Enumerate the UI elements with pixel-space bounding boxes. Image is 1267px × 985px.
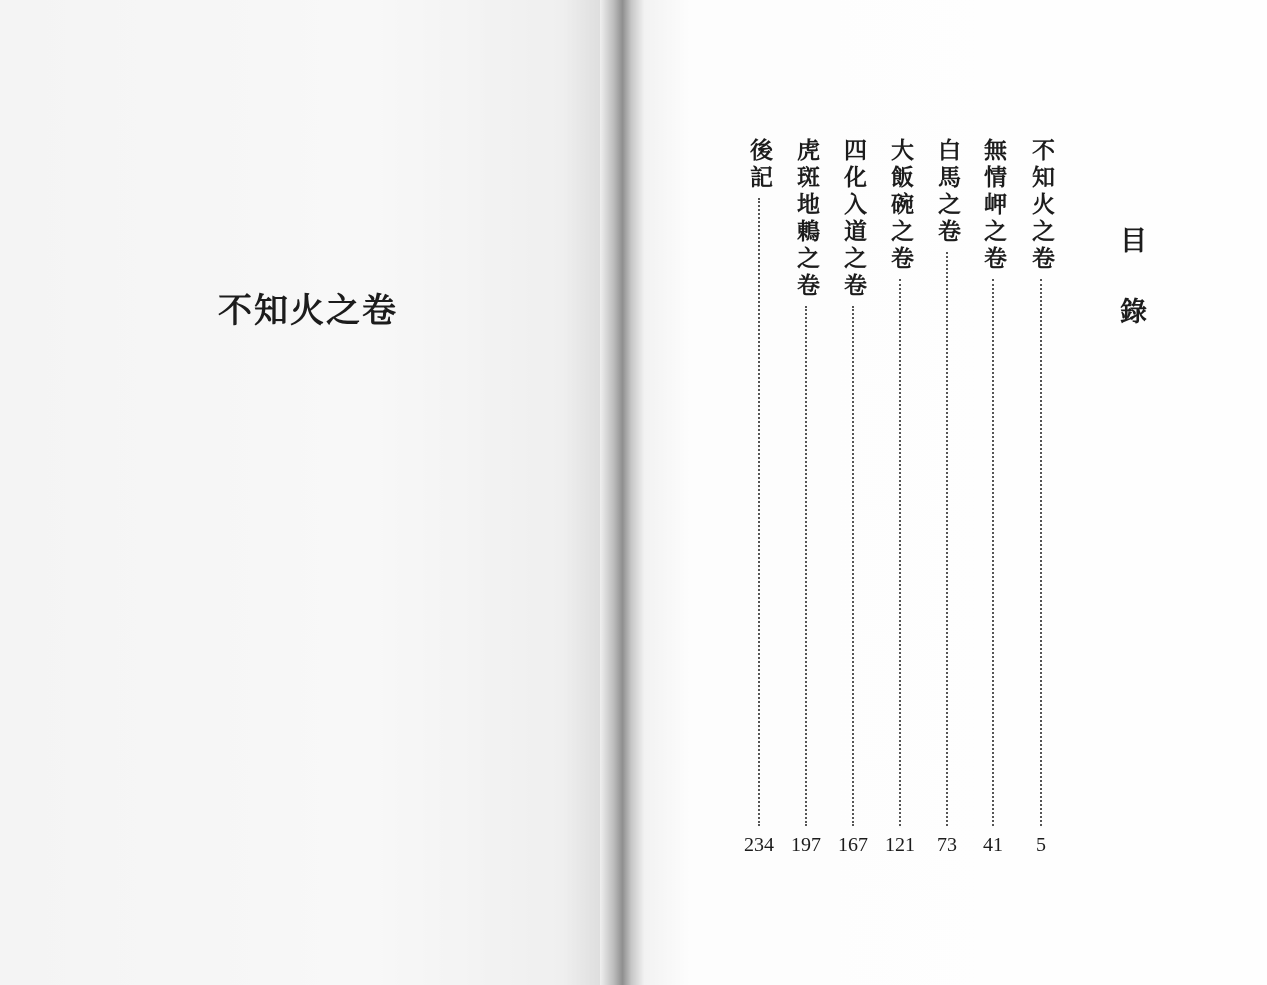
- chapter-title: 不知火之卷: [218, 291, 398, 331]
- toc-entry[interactable]: [930, 138, 964, 858]
- toc-entry-page: 167: [838, 834, 868, 856]
- toc-entry[interactable]: [976, 138, 1010, 858]
- toc-entry-title: 大飯碗之卷: [887, 138, 913, 273]
- toc-heading: 目錄: [1115, 226, 1146, 368]
- toc-entry-title: 後記: [746, 138, 772, 192]
- toc-entry-page: 5: [1036, 834, 1046, 856]
- toc-entry[interactable]: [742, 138, 776, 858]
- book-gutter: [600, 0, 645, 985]
- dotted-leader: [899, 279, 901, 826]
- dotted-leader: [992, 279, 994, 826]
- dotted-leader: [1040, 279, 1042, 826]
- dotted-leader: [852, 306, 854, 826]
- toc-entry-page: 41: [983, 834, 1003, 856]
- toc-entry-page: 234: [744, 834, 774, 856]
- toc-entry[interactable]: [883, 138, 917, 858]
- dotted-leader: [758, 198, 760, 826]
- toc-entry-page: 197: [791, 834, 821, 856]
- toc-entry[interactable]: [1024, 138, 1058, 858]
- toc-entry-title: 無情岬之卷: [980, 138, 1006, 273]
- dotted-leader: [946, 252, 948, 826]
- toc-entry-title: 白馬之卷: [934, 138, 960, 246]
- toc-entry-title: 四化入道之卷: [840, 138, 866, 300]
- left-page: [0, 0, 612, 985]
- toc-entry-page: 121: [885, 834, 915, 856]
- toc-entry-title: 虎斑地鶇之卷: [793, 138, 819, 300]
- toc-entry-title: 不知火之卷: [1028, 138, 1054, 273]
- toc-entry[interactable]: [789, 138, 823, 858]
- toc-entry-page: 73: [937, 834, 957, 856]
- toc-entry[interactable]: [836, 138, 870, 858]
- dotted-leader: [805, 306, 807, 826]
